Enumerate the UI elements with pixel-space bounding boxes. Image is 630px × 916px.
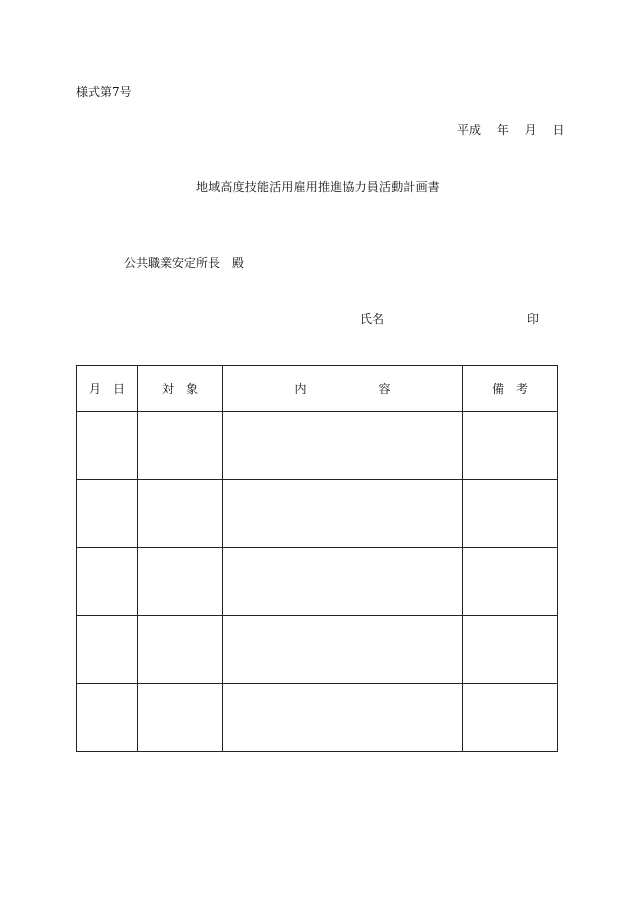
cell-content[interactable] xyxy=(223,684,463,752)
cell-target[interactable] xyxy=(138,684,223,752)
cell-target[interactable] xyxy=(138,548,223,616)
header-date: 月 日 xyxy=(77,366,138,412)
header-remarks: 備 考 xyxy=(463,366,558,412)
cell-content[interactable] xyxy=(223,616,463,684)
cell-date[interactable] xyxy=(77,616,138,684)
table-row xyxy=(77,548,558,616)
table-row xyxy=(77,684,558,752)
addressee: 公共職業安定所長 殿 xyxy=(124,256,245,270)
cell-remarks[interactable] xyxy=(463,616,558,684)
cell-date[interactable] xyxy=(77,684,138,752)
cell-remarks[interactable] xyxy=(463,480,558,548)
cell-content[interactable] xyxy=(223,412,463,480)
cell-content[interactable] xyxy=(223,548,463,616)
table-row xyxy=(77,616,558,684)
cell-target[interactable] xyxy=(138,412,223,480)
cell-date[interactable] xyxy=(77,412,138,480)
name-label: 氏名 xyxy=(360,312,385,326)
cell-remarks[interactable] xyxy=(463,684,558,752)
table-row xyxy=(77,480,558,548)
table-header-row xyxy=(77,366,558,412)
document-title: 地域高度技能活用雇用推進協力員活動計画書 xyxy=(196,180,441,194)
cell-target[interactable] xyxy=(138,480,223,548)
activity-plan-table xyxy=(76,365,558,752)
date-line: 平成 年 月 日 xyxy=(457,123,565,137)
seal-label: 印 xyxy=(527,312,540,326)
cell-date[interactable] xyxy=(77,548,138,616)
header-target: 対 象 xyxy=(138,366,223,412)
cell-content[interactable] xyxy=(223,480,463,548)
cell-target[interactable] xyxy=(138,616,223,684)
cell-remarks[interactable] xyxy=(463,412,558,480)
table-row xyxy=(77,412,558,480)
form-number: 様式第7号 xyxy=(76,85,132,99)
cell-date[interactable] xyxy=(77,480,138,548)
cell-remarks[interactable] xyxy=(463,548,558,616)
header-content: 内 容 xyxy=(223,366,463,412)
